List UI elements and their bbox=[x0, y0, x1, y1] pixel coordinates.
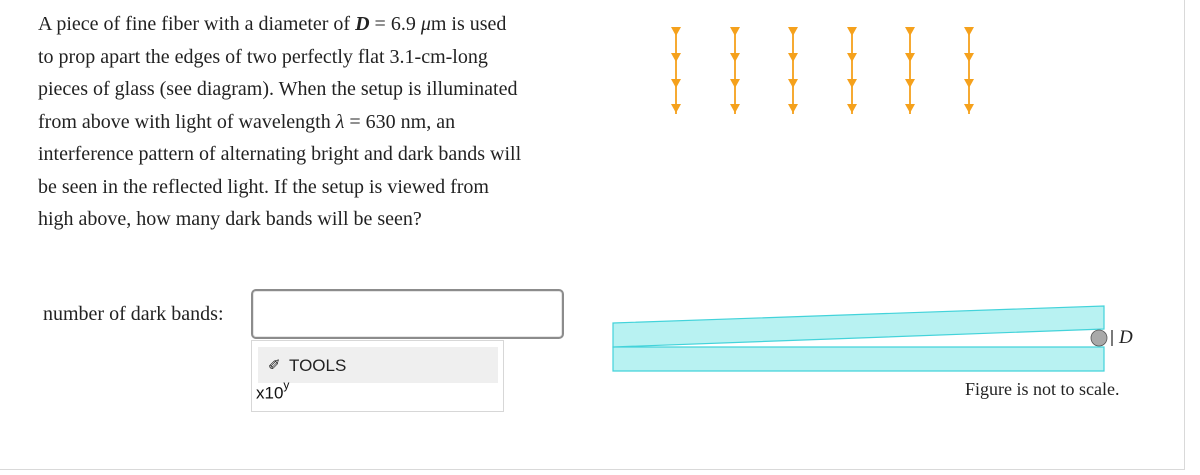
variable-d: D bbox=[355, 13, 370, 35]
dark-bands-input[interactable] bbox=[251, 289, 564, 339]
wrench-icon: ✐ bbox=[268, 356, 281, 374]
question-line-5: interference pattern of alternating bright and dark bands will bbox=[38, 143, 522, 165]
question-line-2: to prop apart the edges of two perfectly flat 3.1-cm-long bbox=[38, 45, 488, 68]
tools-button[interactable] bbox=[258, 347, 498, 383]
scale-note: Figure is not to scale. bbox=[965, 379, 1120, 399]
question-line-1: A piece of fine fiber with a diameter of D = 6.9 μm is used bbox=[38, 13, 507, 35]
question-line-4: from above with light of wavelength λ = 630 nm, an bbox=[38, 110, 456, 133]
question-text bbox=[38, 8, 578, 236]
variable-lambda: λ bbox=[335, 110, 345, 133]
d-label: D bbox=[1119, 327, 1133, 348]
tools-panel bbox=[251, 340, 504, 412]
question-line-7: high above, how many dark bands will be seen? bbox=[38, 208, 422, 230]
question-line-3: pieces of glass (see diagram). When the setup is illuminated bbox=[38, 78, 518, 100]
question-line-6: be seen in the reflected light. If the setup is viewed from bbox=[38, 175, 489, 198]
scientific-notation-button[interactable]: x10$^y$ bbox=[256, 378, 290, 403]
tools-label: TOOLS bbox=[289, 356, 347, 375]
answer-label: number of dark bands: bbox=[43, 303, 224, 325]
